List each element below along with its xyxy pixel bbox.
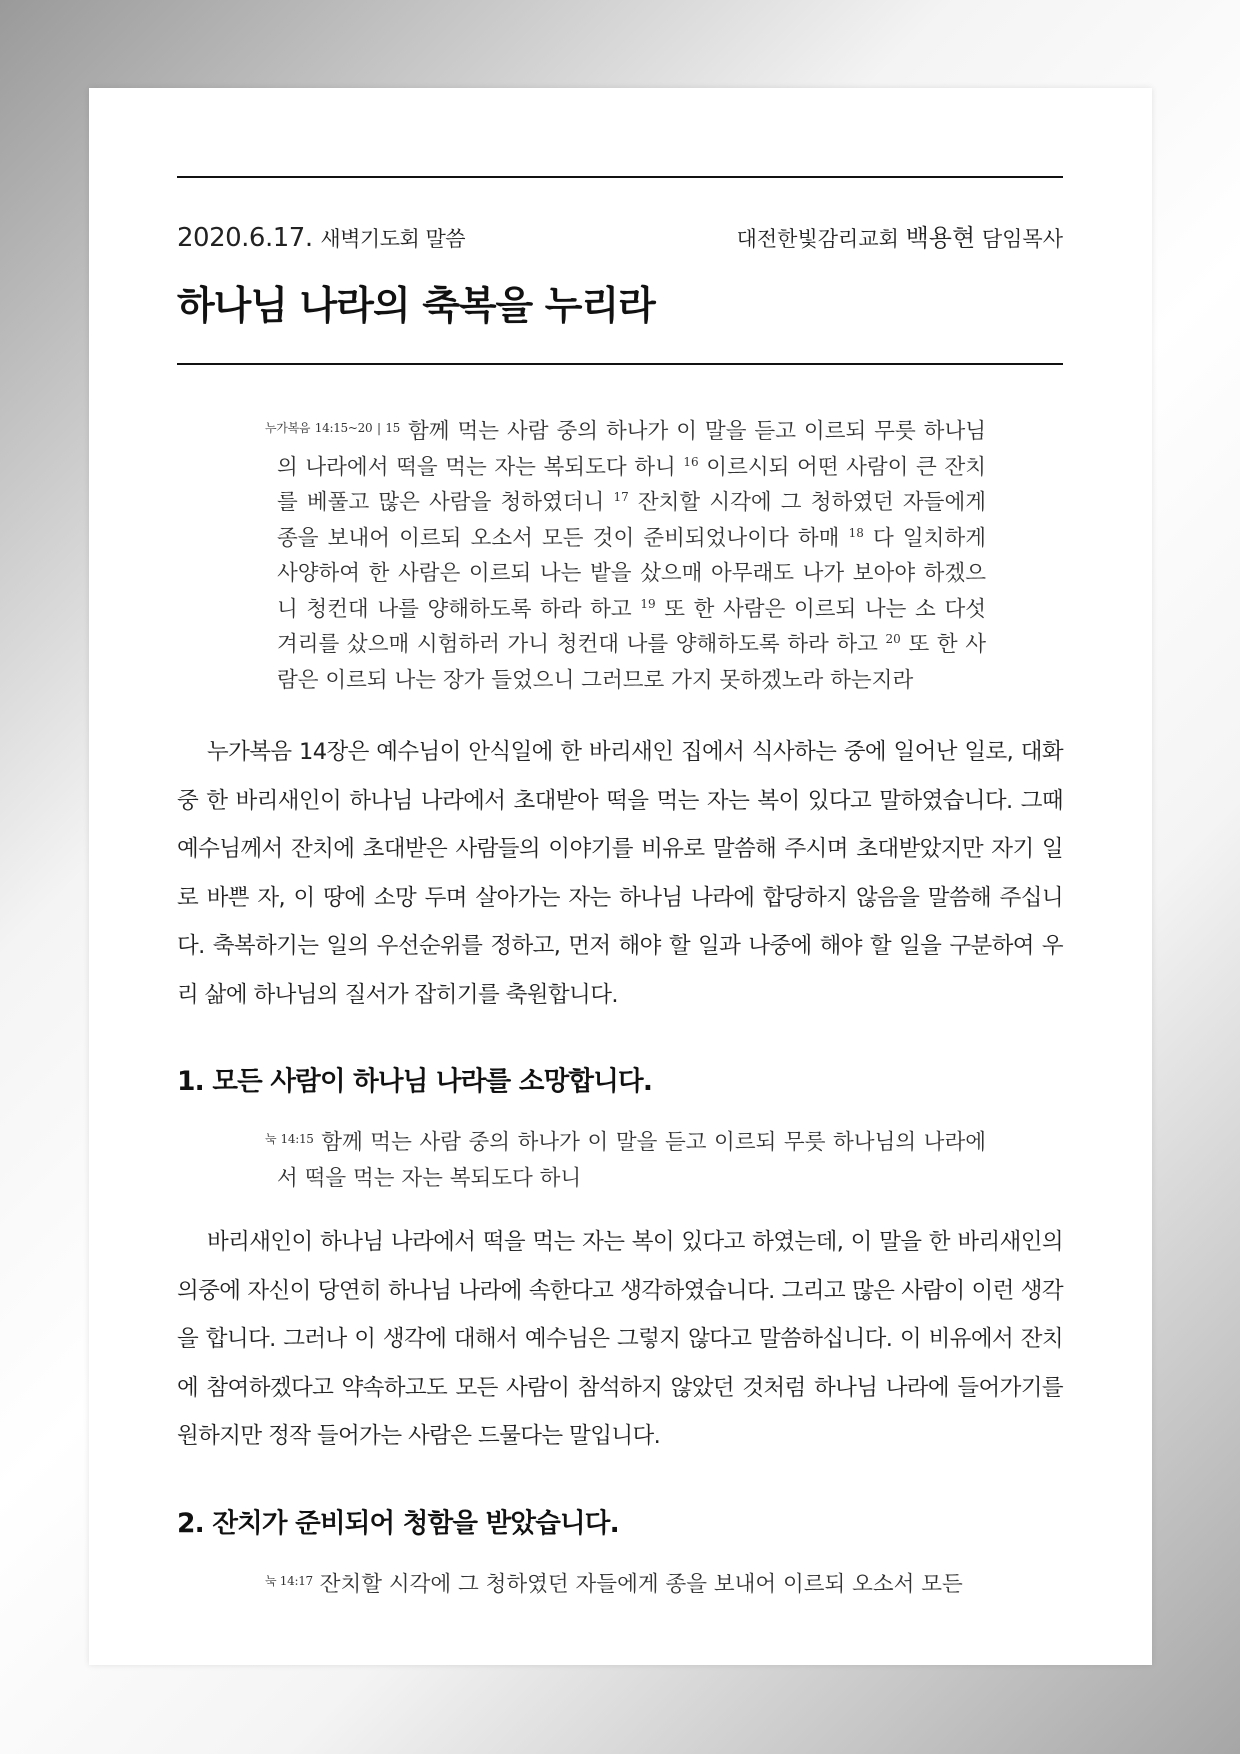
- verse-20: 또 한 사람은 이르되 나는 장가 들었으니 그러므로 가지 못하겠노라 하는지라: [277, 632, 986, 693]
- verse-number-20: 20: [885, 632, 901, 646]
- section-1-heading: 1. 모든 사람이 하나님 나라를 소망합니다.: [177, 1066, 653, 1097]
- section-1-scripture-text: 함께 먹는 사람 중의 하나가 이 말을 듣고 이르되 무릇 하나님의 나라에서 떡을 먹는 자는 복되도다 하니: [277, 1130, 986, 1191]
- scripture-reference: 누가복음 14:15~20 | 15: [265, 421, 400, 435]
- sermon-title: 하나님 나라의 축복을 누리라: [177, 284, 655, 329]
- section-2-heading: 2. 잔치가 준비되어 청함을 받았습니다.: [177, 1507, 619, 1539]
- section-1-scripture-ref: 눅 14:15: [265, 1132, 314, 1146]
- church-name: 대전한빛감리교회: [736, 227, 899, 251]
- verse-number-17: 17: [613, 490, 629, 504]
- church-line: [737, 218, 1063, 253]
- document-content: [177, 176, 1063, 1602]
- title-divider: [177, 363, 1063, 365]
- verse-number-18: 18: [848, 525, 864, 540]
- section-2-scripture-ref: 눅 14:17: [265, 1573, 313, 1588]
- sermon-date-line: [177, 223, 465, 253]
- pastor-name: 백용현: [905, 224, 976, 252]
- document-page: [89, 88, 1152, 1665]
- verse-17: 잔치할 시각에 그 청하였던 자들에게 종을 보내어 이르되 오소서 모든 것이 준비되었나이다 하매: [277, 490, 986, 551]
- section-2-scripture-text: 잔치할 시각에 그 청하였던 자들에게 종을 보내어 이르되 오소서 모든: [319, 1571, 963, 1597]
- verse-number-16: 16: [683, 454, 699, 469]
- main-scripture: [265, 411, 986, 698]
- pastor-title: 담임목사: [981, 227, 1063, 251]
- intro-paragraph: 누가복음 14장은 예수님이 안식일에 한 바리새인 집에서 식사하는 중에 일어난 일로, 대화 중 한 바리새인이 하나님 나라에서 초대받아 떡을 먹는 자는 복이 있다고 말하였습니다. 그때 예수님께서 잔치에 초대받은 사람들의 이야기를 비유로 말씀해 주시며 초대받았지만 자기 일로 바쁜 자, 이 땅에 소망 두며 살아가는 자는 하나님 나라에 합당하지 않음을 말씀해 주십니다. 축복하기는 일의 우선순위를 정하고, 먼저 해야 할 일과 나중에 해야 할 일을 구분하여 우리 삶에 하나님의 질서가 잡히기를 축원합니다.: [177, 739, 1063, 1008]
- verse-19: 또 한 사람은 이르되 나는 소 다섯 겨리를 샀으매 시험하러 가니 청컨대 나를 양해하도록 하라 하고: [277, 596, 986, 657]
- verse-18: 다 일치하게 사양하여 한 사람은 이르되 나는 밭을 샀으매 아무래도 나가 보아야 하겠으니 청컨대 나를 양해하도록 하라 하고: [277, 525, 986, 622]
- verse-16: 이르시되 어떤 사람이 큰 잔치를 베풀고 많은 사람을 청하였더니: [277, 454, 986, 515]
- section-2-scripture: [265, 1564, 986, 1603]
- sermon-meta: [177, 218, 1063, 253]
- section-1-paragraph: 바리새인이 하나님 나라에서 떡을 먹는 자는 복이 있다고 하였는데, 이 말을 한 바리새인의 의중에 자신이 당연히 하나님 나라에 속한다고 생각하였습니다. 그리고 많은 사람이 이런 생각을 합니다. 그러나 이 생각에 대해서 예수님은 그렇지 않다고 말씀하십니다. 이 비유에서 잔치에 참여하겠다고 약속하고도 모든 사람이 참석하지 않았던 것처럼 하나님 나라에 들어가기를 원하지만 정작 들어가는 사람은 드물다는 말입니다.: [177, 1229, 1063, 1449]
- sermon-date: 2020.6.17.: [177, 223, 313, 253]
- section-1-scripture: [265, 1122, 986, 1196]
- verse-number-19: 19: [640, 596, 656, 611]
- top-divider: [177, 176, 1063, 178]
- sermon-event: 새벽기도회 말씀: [320, 227, 466, 251]
- verse-15: 함께 먹는 사람 중의 하나가 이 말을 듣고 이르되 무릇 하나님의 나라에서 떡을 먹는 자는 복되도다 하니: [277, 419, 986, 480]
